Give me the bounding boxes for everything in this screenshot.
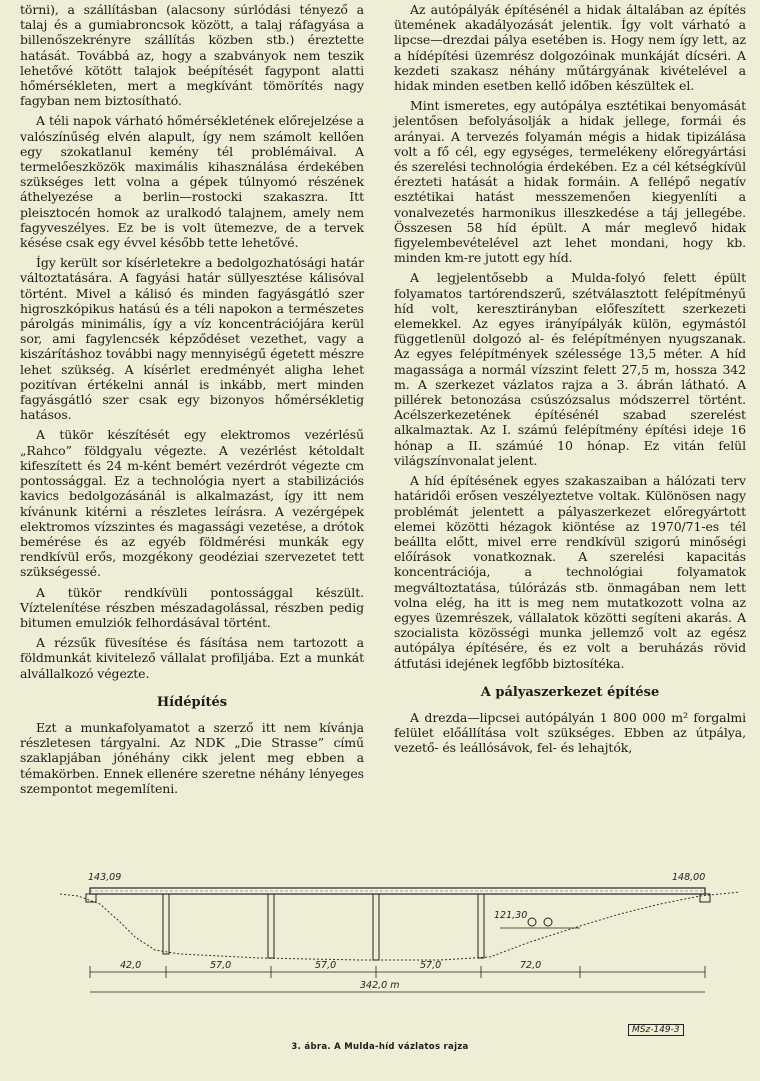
bridge-drawing bbox=[60, 862, 740, 1032]
paragraph: Ezt a munkafolyamatot a szerző itt nem kívánja részletesen tárgyalni. Az NDK „Die Strasse” című szaklapjában jónéhány cikk jelent meg ebben a témakörben. Ennek ellenére szeretne néhány lényeges szempontot megemlíteni. bbox=[20, 719, 364, 796]
paragraph: A téli napok várható hőmérsékletének előrejelzése a valószínűség elvén alapult, így nem számolt kellően egy szokatlanul kemény tél problémáival. A termelőeszközök maximális kihasználása érdekében szükséges lett volna a gépek túlnyomó részének áthelyezése a berlin—rostocki szakaszra. Itt pleisztocén homok az uralkodó talajnem, amely nem fagyveszélyes. Ez be is volt ütemezve, de a tervek késése csak egy évvel később tette lehetővé. bbox=[20, 113, 364, 251]
section-heading-bridge-building: Hídépítés bbox=[156, 694, 228, 710]
paragraph: Az autópályák építésénél a hidak általában az építés ütemének akadályozását jelentik. Így volt várható a lipcse—drezdai pálya esetében is. Hogy nem így lett, az a hídépítési üzemrész dolgozóinak munkáját dícséri. A kezdeti szakasz néhány műtárgyának kivételével a hidak minden esetben kellő időben készültek el. bbox=[394, 2, 746, 94]
pier bbox=[373, 894, 379, 960]
section-heading-pavement: A pályaszerkezet építése bbox=[480, 684, 660, 700]
paragraph: A tükör készítését egy elektromos vezérlésű „Rahco” földgyalu végezte. A vezérlést kétoldalt kifeszített és 24 m-ként bemért vezérdrót végezte cm pontossággal. Ez a technológia nyert a stabilizációs kavics bedolgozásánál is alkalmazást, így itt nem kívánunk kitérni a részletes leírásra. A vezérgépek elektromos vízszintes és magassági vezetése, a drótok bemérése és az egyéb földmérési munkák egy rendkívül erős, mozgékony geodéziai szervezetet tett szükségessé. bbox=[20, 427, 364, 580]
paragraph: A drezda—lipcsei autópályán 1 800 000 m² forgalmi felület előállítása volt szükséges. Ebben az útpálya, vezető- és leállósávok, fel- és lehajtók, bbox=[394, 709, 746, 756]
level-label-water: 121,30 bbox=[494, 910, 528, 921]
span-label: 42,0 bbox=[120, 960, 142, 971]
water-symbol bbox=[544, 918, 552, 926]
terrain-line bbox=[60, 892, 740, 960]
right-text-column bbox=[394, 2, 746, 761]
level-label-right: 148,00 bbox=[672, 872, 706, 883]
water-symbol bbox=[528, 918, 536, 926]
left-text-column bbox=[20, 2, 364, 801]
paragraph: A rézsűk füvesítése és fásítása nem tartozott a földmunkát kivitelező vállalat profiljába. Ezt a munkát alvállalkozó végezte. bbox=[20, 635, 364, 681]
total-length-label: 342,0 m bbox=[360, 980, 400, 991]
span-label: 57,0 bbox=[315, 960, 337, 971]
paragraph: törni), a szállításban (alacsony súrlódási tényező a talaj és a gumiabroncsok között, a talaj ráfagyása a billenőszekrényre szállítás közben stb.) éreztette hatását. Továbbá az, hogy a szabványok nem teszik lehetővé kötött talajok beépítését fagypont alatti hőmérsékleten, mert a megkívánt tömörítés nagy fagyban nem biztosítható. bbox=[20, 2, 364, 109]
figure-code-label: MSz-149-3 bbox=[628, 1024, 684, 1036]
paragraph: Így került sor kísérletekre a bedolgozhatósági határ változtatására. A fagyási határ süllyesztése kálisóval történt. Mivel a kálisó és minden fagyásgátló szer higroszkópikus hatású és a téli napokon a természetes párolgás minimális, így a víz koncentrációjára kerül sor, ami fagylencsék képződéset vezethet, vagy a kiszárításhoz további nagy mennyiségű égetett mészre lehet szükség. A kísérlet eredményét aligha lehet pozitívan értékelni annál is inkább, mert minden fagyásgátló szer csak egy bizonyos hőmérsékletig hatásos. bbox=[20, 255, 364, 423]
span-label: 57,0 bbox=[210, 960, 232, 971]
level-label-left: 143,09 bbox=[88, 872, 122, 883]
span-label: 72,0 bbox=[520, 960, 542, 971]
span-label: 57,0 bbox=[420, 960, 442, 971]
pier bbox=[268, 894, 274, 958]
pier bbox=[478, 894, 484, 958]
paragraph: A híd építésének egyes szakaszaiban a hálózati terv határidői erősen veszélyeztetve voltak. Különösen nagy problémát jelentett a pályaszerkezet előregyártott elemei közötti hézagok kiöntése az 1970/71-es tél beállta előtt, mivel erre rendkívül szigorú minőségi előírások vonatkoznak. A szerelési kapacitás koncentrációja, a technológiai folyamatok megváltoztatása, túlórázás stb. önmagában nem lett volna elég, ha itt is meg nem mutatkozott volna az egyes üzemrészek, vállalatok közötti segíteni akarás. A szocialista közösségi munka jellemző volt az egész autópálya építésére, és ez volt a beruházás rövid átfutási idejének legfőbb biztosítéka. bbox=[394, 473, 746, 671]
abutment-left bbox=[86, 894, 96, 902]
paragraph: Mint ismeretes, egy autópálya esztétikai benyomását jelentősen befolyásolják a hidak jellege, formái és arányai. A tervezés folyamán mégis a hidak tipizálása volt a fő cél, egy egységes, termelékeny előregyártási és szerelési technológia érdekében. Ez a cél kétségkívül érezteti hatását a hidak formáin. A fellépő negatív esztétikai hatást messzemenően kiegyenlíti a vonalvezetés harmonikus illeszkedése a táj jellegébe. Összesen 58 híd épült. A már meglevő hidak figyelembevételével azt lehet mondani, hogy kb. minden km-re jutott egy híd. bbox=[394, 98, 746, 266]
paragraph: A tükör rendkívüli pontossággal készült. Víztelenítése részben mészadagolással, részben pedig bitumen emulziók felhordásával történt. bbox=[20, 584, 364, 630]
pier bbox=[163, 894, 169, 954]
paragraph: A legjelentősebb a Mulda-folyó felett épült folyamatos tartórendszerű, szétválasztott felépítményű híd volt, keresztirányban előfeszített szerkezeti elemekkel. Az egyes irányípályák külön, egymástól függetlenül dolgozó al- és felépítményen nyugszanak. Az egyes felépítmények szélessége 13,5 méter. A híd magassága a normál vízszint felett 27,5 m, hossza 342 m. A szerkezet vázlatos rajza a 3. ábrán látható. A pillérek betonozása csúszózsalus módszerrel történt. Acélszerkezetének építésénél szabad szerelést alkalmaztak. Az I. számú felépítmény építési ideje 16 hónap a II. számúé 10 hónap. Ez vitán felül világszínvonalat jelent. bbox=[394, 270, 746, 468]
figure-caption: 3. ábra. A Mulda-híd vázlatos rajza bbox=[291, 1042, 469, 1052]
